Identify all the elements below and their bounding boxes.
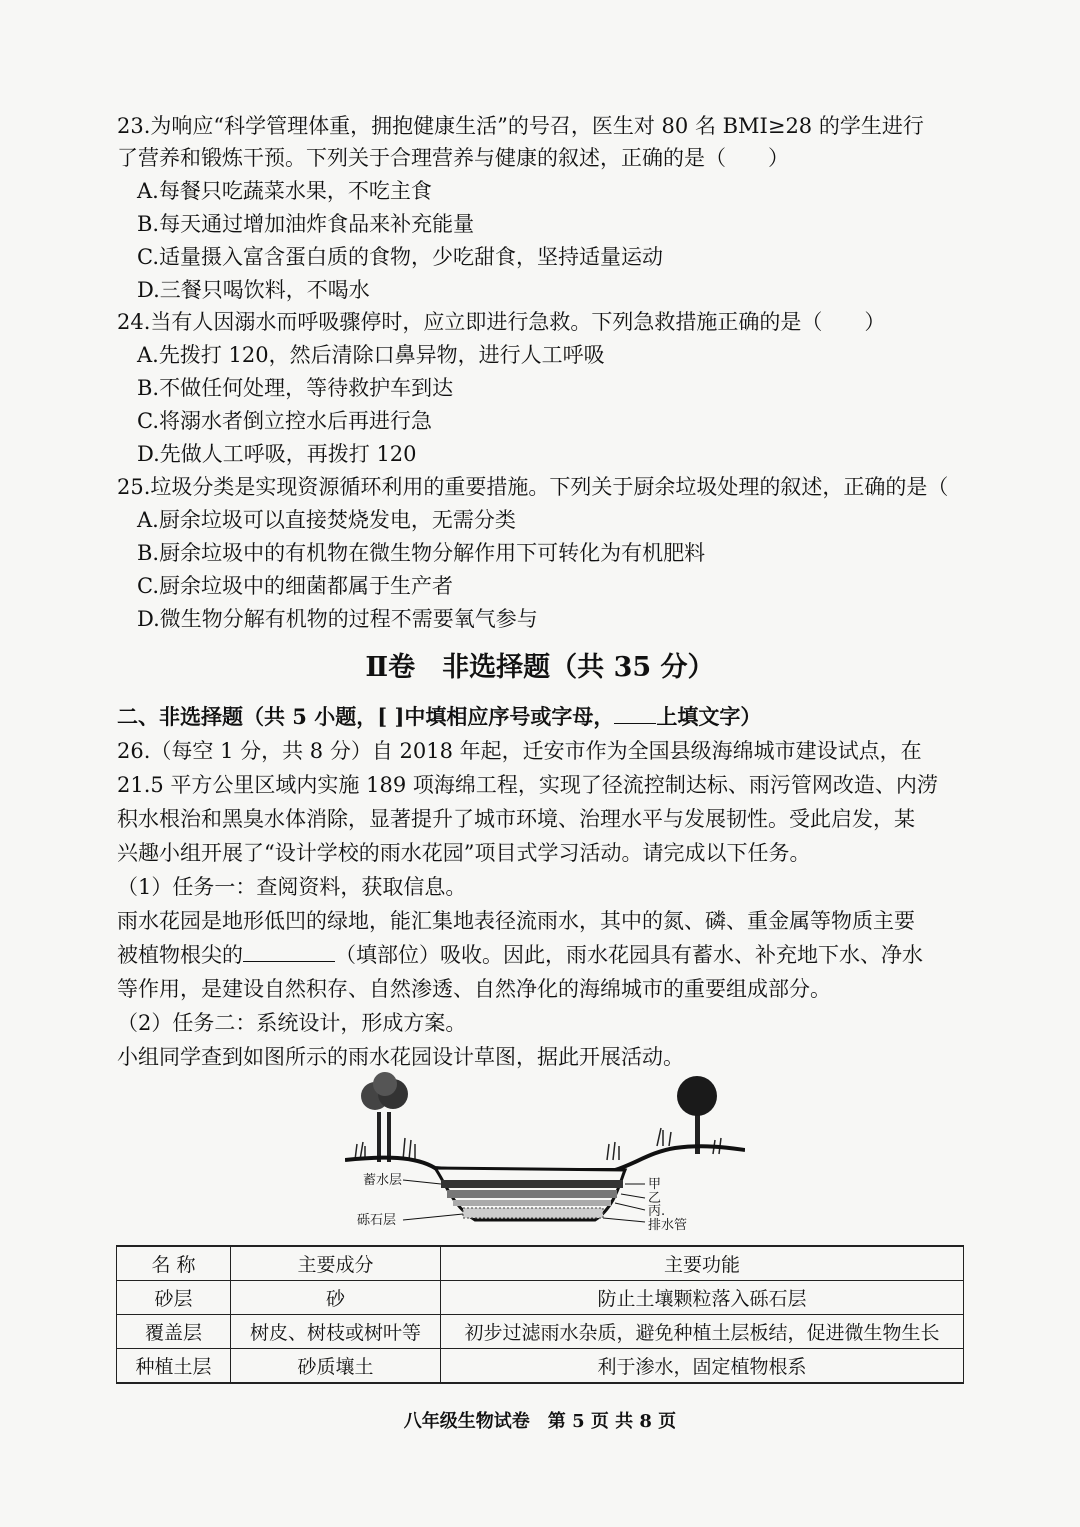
label-bing: 丙. — [648, 1204, 666, 1219]
table-row — [117, 1315, 964, 1349]
question-23-line-2: 了营养和锻炼干预。下列关于合理营养与健康的叙述，正确的是（ ） — [117, 146, 789, 170]
table-cell: 利于渗水，固定植物根系 — [441, 1349, 964, 1384]
task2-title: （2）任务二：系统设计，形成方案。 — [117, 1011, 467, 1035]
table-row — [117, 1281, 964, 1315]
question-24-option-d: D.先做人工呼吸，再拨打 120 — [137, 442, 417, 466]
table-cell: 初步过滤雨水杂质，避免种植土层板结，促进微生物生长 — [441, 1315, 964, 1349]
answer-blank[interactable] — [243, 943, 335, 962]
question-26-line-4: 兴趣小组开展了“设计学校的雨水花园”项目式学习活动。请完成以下任务。 — [117, 841, 811, 865]
question-23-option-a: A.每餐只吃蔬菜水果，不吃主食 — [137, 179, 432, 203]
part2-heading-a: 二、非选择题（共 5 小题，[ ]中填相应序号或字母， — [117, 704, 615, 729]
question-23-option-d: D.三餐只喝饮料，不喝水 — [137, 278, 370, 302]
table-row — [117, 1349, 964, 1384]
question-25-line-1: 25.垃圾分类是实现资源循环利用的重要措施。下列关于厨余垃圾处理的叙述，正确的是（ — [117, 475, 949, 499]
header-component: 主要成分 — [231, 1246, 441, 1281]
label-jia: 甲 — [648, 1177, 662, 1192]
task1-title: （1）任务一：查阅资料，获取信息。 — [117, 875, 467, 899]
question-26-line-2: 21.5 平方公里区域内实施 189 项海绵工程，实现了径流控制达标、雨污管网改造、内涝 — [117, 773, 938, 797]
table-cell: 覆盖层 — [117, 1315, 231, 1349]
question-24-option-a: A.先拨打 120，然后清除口鼻异物，进行人工呼吸 — [137, 343, 605, 367]
rain-garden-diagram — [345, 1072, 745, 1242]
label-yi: 乙 — [648, 1191, 662, 1206]
header-name: 名 称 — [117, 1246, 231, 1281]
question-23-option-b: B.每天通过增加油炸食品来补充能量 — [137, 212, 475, 236]
label-gravel-layer: 砾石层 — [357, 1213, 397, 1228]
heading-blank — [614, 705, 656, 724]
task1-text-3: 等作用，是建设自然积存、自然渗透、自然净化的海绵城市的重要组成部分。 — [117, 977, 831, 1001]
layer-bing — [453, 1200, 611, 1206]
table-cell: 砂层 — [117, 1281, 231, 1315]
table-cell: 防止土壤颗粒落入砾石层 — [441, 1281, 964, 1315]
layer-table — [116, 1245, 964, 1384]
task1-text-2b: （填部位）吸收。因此，雨水花园具有蓄水、补充地下水、净水 — [335, 943, 923, 967]
question-23-option-c: C.适量摄入富含蛋白质的食物，少吃甜食，坚持适量运动 — [137, 245, 663, 269]
task2-text: 小组同学查到如图所示的雨水花园设计草图，据此开展活动。 — [117, 1045, 684, 1069]
header-function: 主要功能 — [441, 1246, 964, 1281]
question-25-option-b: B.厨余垃圾中的有机物在微生物分解作用下可转化为有机肥料 — [137, 541, 706, 565]
question-24-line-1: 24.当有人因溺水而呼吸骤停时，应立即进行急救。下列急救措施正确的是（ ） — [117, 310, 886, 334]
table-cell: 树皮、树枝或树叶等 — [231, 1315, 441, 1349]
question-26-line-3: 积水根治和黑臭水体消除，显著提升了城市环境、治理水平与发展韧性。受此启发，某 — [117, 807, 915, 831]
page-footer: 八年级生物试卷 第 5 页 共 8 页 — [403, 1411, 677, 1432]
task1-text-1: 雨水花园是地形低凹的绿地，能汇集地表径流雨水，其中的氮、磷、重金属等物质主要 — [117, 909, 915, 933]
question-25-option-c: C.厨余垃圾中的细菌都属于生产者 — [137, 574, 453, 598]
question-25-option-a: A.厨余垃圾可以直接焚烧发电，无需分类 — [137, 508, 516, 532]
section-title: Ⅱ卷 非选择题（共 35 分） — [365, 652, 715, 683]
table-header-row — [117, 1246, 964, 1281]
right-tree-icon — [677, 1076, 717, 1154]
question-25-option-d: D.微生物分解有机物的过程不需要氧气参与 — [137, 607, 538, 631]
table-cell: 砂质壤土 — [231, 1349, 441, 1384]
question-23-line-1: 23.为响应“科学管理体重，拥抱健康生活”的号召，医生对 80 名 BMI≥28 的学生进行 — [117, 114, 924, 138]
task1-text-2 — [117, 942, 923, 968]
label-drain-pipe: 排水管 — [648, 1218, 688, 1233]
layer-jia — [441, 1180, 623, 1188]
question-24-option-b: B.不做任何处理，等待救护车到达 — [137, 376, 454, 400]
table-cell: 砂 — [231, 1281, 441, 1315]
question-26-line-1: 26.（每空 1 分，共 8 分）自 2018 年起，迁安市作为全国县级海绵城市建设试点，在 — [117, 739, 922, 763]
label-water-layer: 蓄水层 — [363, 1173, 403, 1188]
layer-yi — [447, 1190, 617, 1198]
table-cell: 种植土层 — [117, 1349, 231, 1384]
part2-heading — [117, 704, 761, 730]
left-tree-icon — [361, 1072, 408, 1162]
task1-text-2a: 被植物根尖的 — [117, 943, 243, 967]
grass-icon — [355, 1128, 721, 1160]
gravel-layer — [463, 1208, 603, 1218]
part2-heading-b: 上填文字） — [656, 704, 762, 729]
question-24-option-c: C.将溺水者倒立控水后再进行急 — [137, 409, 432, 433]
